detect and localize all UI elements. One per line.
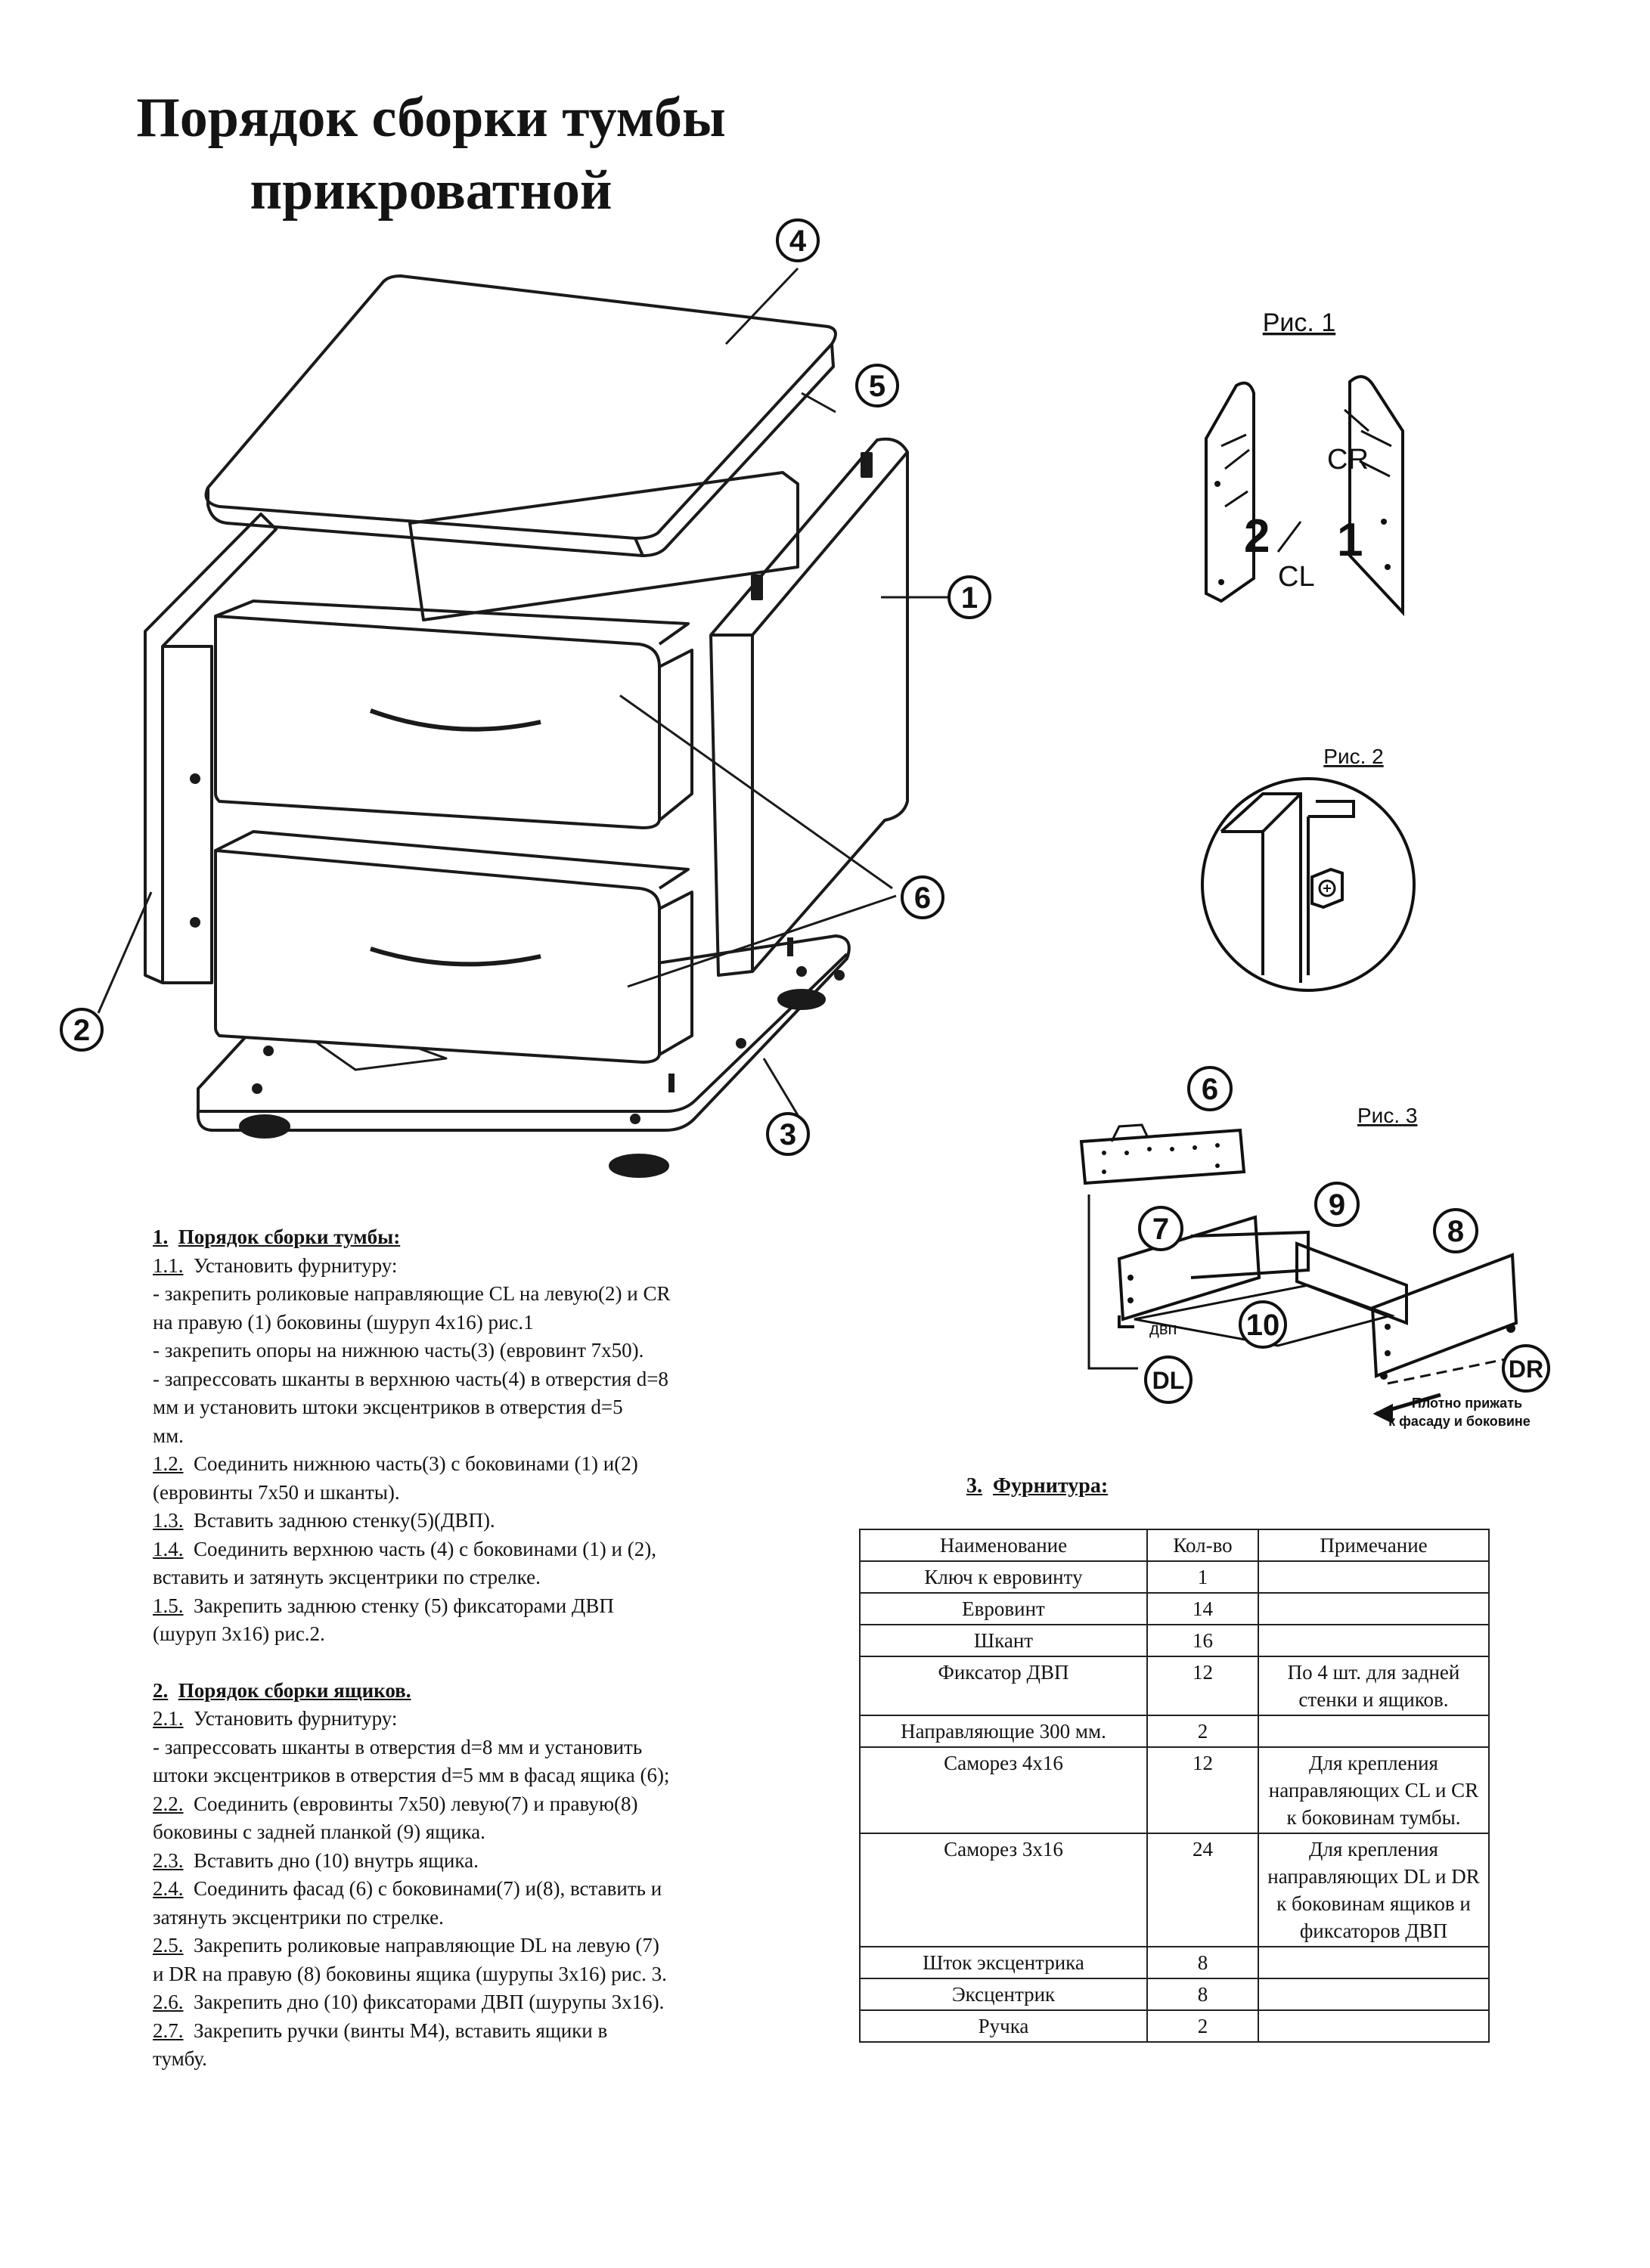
step-1-4b: вставить и затянуть эксцентрики по стрелке.	[153, 1566, 541, 1588]
step-2-5b: и DR на правую (8) боковины ящика (шурупы 3x16) рис. 3.	[153, 1962, 667, 1985]
section-3-heading: 3. Фурнитура:	[966, 1474, 1109, 1498]
table-row	[860, 1978, 1489, 2010]
fig3-callout-6	[1189, 1067, 1231, 1110]
cell-name: Ключ к евровинту	[860, 1561, 1147, 1593]
step-2-2: 2.2. Соединить (евровинты 7x50) левую(7) и правую(8)	[153, 1792, 638, 1815]
step-2-1-bullet-1: - запрессовать шканты в отверстия d=8 мм и установить	[153, 1735, 643, 1758]
col-header-note: Примечание	[1258, 1529, 1489, 1561]
step-2-7b: тумбу.	[153, 2047, 207, 2070]
section-1-heading: 1. Порядок сборки тумбы:	[153, 1225, 401, 1248]
table-row	[860, 1593, 1489, 1625]
figure-1	[1165, 295, 1467, 627]
cell-note: Для крепления направляющих CL и CR к боковинам тумбы.	[1258, 1747, 1489, 1833]
step-1-5b: (шуруп 3x16) рис.2.	[153, 1622, 325, 1645]
step-1-1-bullet-3: - запрессовать шканты в верхнюю часть(4) в отверстия d=8	[153, 1367, 668, 1390]
step-1-1-bullet-1b: на правую (1) боковины (шуруп 4x16) рис.1	[153, 1310, 534, 1334]
section-2-heading: 2. Порядок сборки ящиков.	[153, 1678, 411, 1702]
svg-text:DL: DL	[1152, 1367, 1185, 1394]
step-1-1-bullet-1: - закрепить роликовые направляющие CL на левую(2) и CR	[153, 1282, 671, 1305]
dr-badge	[1503, 1346, 1549, 1391]
cell-note	[1258, 1625, 1489, 1656]
table-row	[860, 1747, 1489, 1833]
title-line-2: прикроватной	[250, 160, 613, 222]
cell-qty: 14	[1147, 1593, 1258, 1625]
step-1-4: 1.4. Соединить верхнюю часть (4) с боковинами (1) и (2),	[153, 1537, 656, 1560]
cell-name: Шток эксцентрика	[860, 1947, 1147, 1978]
fig3-note-2: к фасаду и боковине	[1388, 1414, 1531, 1429]
step-1-2: 1.2. Соединить нижнюю часть(3) с боковинами (1) и(2)	[153, 1452, 638, 1475]
table-row	[860, 1625, 1489, 1656]
cell-note	[1258, 1947, 1489, 1978]
step-2-1: 2.1. Установить фурнитуру:	[153, 1707, 398, 1730]
callout-1	[949, 577, 990, 618]
step-2-4b: затянуть эксцентрики по стрелке.	[153, 1905, 444, 1929]
step-1-1-bullet-3c: мм.	[153, 1424, 184, 1447]
col-header-name: Наименование	[860, 1529, 1147, 1561]
svg-text:6: 6	[1201, 1073, 1219, 1106]
table-row	[860, 1656, 1489, 1715]
fig3-callout-10	[1240, 1302, 1286, 1347]
svg-text:4: 4	[789, 225, 807, 258]
title-line-1: Порядок сборки тумбы	[136, 87, 726, 149]
step-1-1-bullet-2: - закрепить опоры на нижнюю часть(3) (евровинт 7x50).	[153, 1339, 644, 1362]
svg-text:5: 5	[868, 370, 886, 403]
fig1-num-left: 2	[1244, 510, 1270, 562]
cr-label: CR	[1327, 444, 1369, 476]
callout-3	[768, 1114, 808, 1154]
cell-name: Фиксатор ДВП	[860, 1656, 1147, 1715]
cell-note: По 4 шт. для задней стенки и ящиков.	[1258, 1656, 1489, 1715]
assembly-instructions	[153, 1223, 796, 2074]
cell-qty: 24	[1147, 1833, 1258, 1947]
fig2-label: Рис. 2	[1323, 745, 1384, 768]
callout-2	[61, 1009, 102, 1050]
cell-qty: 2	[1147, 2010, 1258, 2042]
cell-note	[1258, 1593, 1489, 1625]
cell-name: Направляющие 300 мм.	[860, 1715, 1147, 1747]
drawer-front-part	[1081, 1130, 1244, 1183]
cell-qty: 2	[1147, 1715, 1258, 1747]
cell-name: Ручка	[860, 2010, 1147, 2042]
fig1-label: Рис. 1	[1262, 308, 1336, 337]
callout-6	[902, 877, 943, 918]
step-1-5: 1.5. Закрепить заднюю стенку (5) фиксаторами ДВП	[153, 1594, 614, 1617]
cell-name: Эксцентрик	[860, 1978, 1147, 2010]
fig3-label: Рис. 3	[1357, 1104, 1418, 1127]
callout-5	[857, 365, 898, 406]
cell-qty: 12	[1147, 1656, 1258, 1715]
cell-name: Саморез 3x16	[860, 1833, 1147, 1947]
svg-text:7: 7	[1152, 1213, 1170, 1246]
cell-note	[1258, 2010, 1489, 2042]
step-2-2b: боковины с задней планкой (9) ящика.	[153, 1820, 485, 1843]
cell-qty: 1	[1147, 1561, 1258, 1593]
step-1-3: 1.3. Вставить заднюю стенку(5)(ДВП).	[153, 1509, 495, 1532]
step-1-1-bullet-3b: мм и установить штоки эксцентриков в отверстия d=5	[153, 1396, 623, 1418]
step-2-5: 2.5. Закрепить роликовые направляющие DL на левую (7)	[153, 1934, 659, 1957]
cell-qty: 12	[1147, 1747, 1258, 1833]
table-row	[860, 1561, 1489, 1593]
fig3-callout-9	[1316, 1183, 1358, 1225]
svg-text:8: 8	[1447, 1215, 1465, 1248]
table-row	[860, 1715, 1489, 1747]
step-2-6: 2.6. Закрепить дно (10) фиксаторами ДВП (шурупы 3x16).	[153, 1991, 665, 2013]
hardware-table	[859, 1529, 1490, 2043]
cell-qty: 8	[1147, 1947, 1258, 1978]
spacer	[153, 1649, 796, 1677]
step-1-2b: (евровинты 7x50 и шканты).	[153, 1480, 400, 1504]
table-row	[860, 1947, 1489, 1978]
step-2-7: 2.7. Закрепить ручки (винты М4), вставить ящики в	[153, 2019, 608, 2042]
dl-badge	[1146, 1357, 1191, 1402]
dvp-label: двп	[1149, 1319, 1177, 1338]
svg-text:DR: DR	[1508, 1356, 1544, 1383]
svg-text:9: 9	[1328, 1188, 1346, 1222]
step-2-4: 2.4. Соединить фасад (6) с боковинами(7) и(8), вставить и	[153, 1877, 662, 1900]
cell-qty: 8	[1147, 1978, 1258, 2010]
cell-name: Саморез 4x16	[860, 1747, 1147, 1833]
step-2-1-bullet-1b: штоки эксцентриков в отверстия d=5 мм в фасад ящика (6);	[153, 1764, 670, 1786]
table-row	[860, 1833, 1489, 1947]
fig3-note-1: Плотно прижать	[1411, 1396, 1523, 1411]
table-header-row	[860, 1529, 1489, 1561]
svg-text:6: 6	[913, 881, 932, 915]
cell-note	[1258, 1561, 1489, 1593]
step-2-3: 2.3. Вставить дно (10) внутрь ящика.	[153, 1848, 479, 1872]
callout-4	[777, 220, 818, 261]
svg-text:3: 3	[779, 1118, 797, 1151]
cell-name: Евровинт	[860, 1593, 1147, 1625]
table-row	[860, 2010, 1489, 2042]
fig3-callout-7	[1140, 1207, 1182, 1250]
step-1-1: 1.1. Установить фурнитуру:	[153, 1253, 398, 1277]
figure-2	[1180, 741, 1437, 998]
col-header-qty: Кол-во	[1147, 1529, 1258, 1561]
cell-note: Для крепления направляющих DL и DR к боковинам ящиков и фиксаторов ДВП	[1258, 1833, 1489, 1947]
svg-text:1: 1	[960, 581, 979, 615]
fig3-callout-8	[1434, 1210, 1477, 1252]
cell-name: Шкант	[860, 1625, 1147, 1656]
cell-note	[1258, 1978, 1489, 2010]
cell-qty: 16	[1147, 1625, 1258, 1656]
cell-note	[1258, 1715, 1489, 1747]
svg-text:10: 10	[1245, 1309, 1280, 1342]
svg-text:2: 2	[73, 1014, 91, 1047]
figure-3	[1059, 1058, 1588, 1452]
cl-label: CL	[1278, 561, 1315, 593]
fig1-num-right: 1	[1337, 514, 1363, 566]
